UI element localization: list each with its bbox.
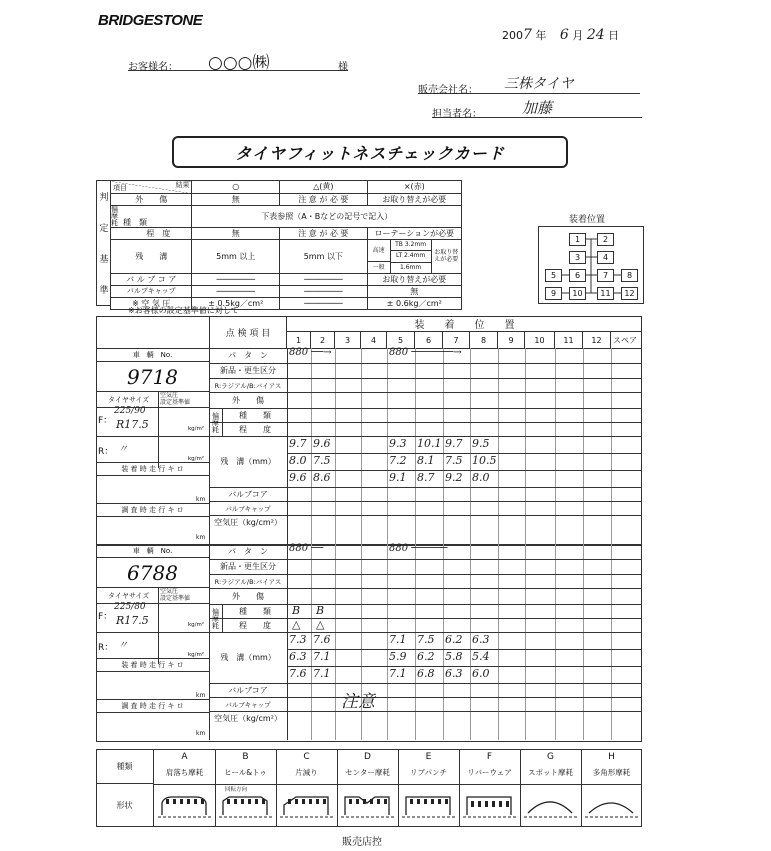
check-item-label: 程 度 <box>239 424 271 434</box>
groove-depth-entry: 7.1 <box>313 667 331 680</box>
groove-depth-entry: 7.6 <box>289 667 307 680</box>
groove-depth-entry: 6.0 <box>472 667 490 680</box>
customer-value: ○○○㈱ <box>208 53 270 73</box>
position-column-header: 9 <box>498 332 525 348</box>
criteria-head-ok: ○ <box>192 181 280 194</box>
criteria-item: バルブキャップ <box>111 286 192 298</box>
position-column-header: 7 <box>443 332 470 348</box>
wear-degree-entry: △ <box>316 618 325 631</box>
wear-type-entry: B <box>316 604 325 617</box>
wear-code: E <box>425 752 432 762</box>
groove-depth-entry: 6.3 <box>472 633 490 646</box>
position-column-header: 4 <box>361 332 387 348</box>
tire-b-shape-icon <box>215 791 276 821</box>
tire-a-shape-icon <box>154 791 215 821</box>
tire-f-shape-icon <box>459 791 520 821</box>
km-unit: km <box>196 730 206 737</box>
row-line <box>287 470 642 471</box>
vehicle-number: 9718 <box>96 362 209 392</box>
date-month: 6 <box>559 27 569 43</box>
criteria-side-char: 判 <box>99 193 109 203</box>
wear-name: リブパンチ <box>410 768 447 777</box>
pressure-unit: kg/m² <box>188 426 205 432</box>
date <box>502 27 619 43</box>
groove-depth-entry: 8.0 <box>289 454 307 467</box>
tire-h-shape-icon <box>581 791 642 821</box>
check-item-label: バルブキャップ <box>225 700 271 709</box>
groove-depth-entry: 7.5 <box>313 454 331 467</box>
criteria-ok: ──────── <box>192 286 280 298</box>
groove-depth-entry: 8.1 <box>417 454 435 467</box>
groove-lt: LT 2.4mm <box>391 251 431 262</box>
criteria-item <box>111 206 192 228</box>
pressure-unit: kg/m² <box>188 456 205 462</box>
sales-company-field <box>418 77 640 94</box>
groove-depth-entry: 7.6 <box>313 633 331 646</box>
sales-company-value: 三株タイヤ <box>504 76 574 92</box>
criteria-caution: 5mm 以下 <box>280 240 368 274</box>
pressure-unit: kg/m² <box>188 652 205 658</box>
rear-label: R： <box>98 447 114 457</box>
criteria-caution: 注 意 が 必 要 <box>280 194 368 206</box>
groove-depth-entry: 9.6 <box>313 437 331 450</box>
vehicle-number-label: 車 輌 No. <box>96 544 209 558</box>
groove-depth-entry: 9.7 <box>445 437 463 450</box>
criteria-ng-groove <box>367 240 461 274</box>
tire-position-box: 6 <box>569 269 586 282</box>
criteria-wear-group: 偏摩耗 <box>111 205 118 227</box>
groove-depth-entry: 8.0 <box>472 471 490 484</box>
groove-label: 残 溝（mm） <box>220 457 276 466</box>
check-item-label: パ タ ン <box>228 351 268 360</box>
date-day: 24 <box>586 27 605 43</box>
groove-tb: TB 3.2mm <box>391 240 431 251</box>
criteria-caution: ──────── <box>280 286 368 298</box>
groove-depth-entry: 6.2 <box>445 633 463 646</box>
row-line <box>287 649 642 650</box>
criteria-footnote: ※お客様の設定基準値に対して <box>128 306 239 315</box>
position-column-header: 12 <box>583 332 611 348</box>
check-item-label: 外 傷 <box>232 591 264 601</box>
criteria-caution: 注 意 が 必 要 <box>280 228 368 240</box>
check-item-label: バルブキャップ <box>225 504 271 513</box>
groove-depth-entry: 5.4 <box>472 650 490 663</box>
position-column-header: 1 <box>287 332 311 348</box>
criteria-ng: ± 0.6kg／cm² <box>367 298 461 310</box>
customer-field <box>128 52 348 71</box>
check-item-label: 空気圧（kg/cm²） <box>214 517 282 527</box>
person-label: 担当者名： <box>432 109 482 120</box>
wear-code: C <box>303 752 310 762</box>
tire-size-label: タイヤサイズ <box>96 392 209 408</box>
tire-position-box: 11 <box>597 287 614 300</box>
sales-company-label: 販売会社名： <box>418 85 478 96</box>
wear-type-label: 種類 <box>96 749 154 784</box>
rear-label: R： <box>98 643 114 653</box>
check-item-label: 種 類 <box>239 606 271 616</box>
left-col-line <box>158 392 159 468</box>
check-item-label: バルブコア <box>228 489 268 499</box>
groove-label: 残 溝（mm） <box>220 653 276 662</box>
position-column-header: 2 <box>311 332 335 348</box>
groove-depth-entry: 6.3 <box>289 650 307 663</box>
groove-depth-entry: 8.7 <box>417 471 435 484</box>
groove-depth-entry: 7.1 <box>389 633 407 646</box>
tire-position-box: 1 <box>569 233 586 246</box>
wear-group-label: 偏摩耗 <box>209 408 223 436</box>
inspection-table <box>96 316 642 742</box>
rotation-direction-label: 回転方向 <box>225 787 248 793</box>
criteria-side-label <box>96 180 111 306</box>
position-column-header: スペア <box>613 335 637 345</box>
wear-code: D <box>364 752 371 762</box>
row-line <box>287 666 642 667</box>
criteria-head-result-label: 結果 <box>175 181 190 189</box>
check-item-label: R:ラジアル/B:バイアス <box>214 577 282 586</box>
groove-depth-entry: 7.2 <box>389 454 407 467</box>
date-year-label: 年 <box>535 29 547 42</box>
position-column-header: 10 <box>525 332 555 348</box>
groove-depth-entry: 7.5 <box>417 633 435 646</box>
criteria-item: 程 度 <box>111 228 192 240</box>
criteria-head-item-label: 項目 <box>113 184 127 192</box>
groove-depth-entry: 5.9 <box>389 650 407 663</box>
front-value: R17.5 <box>116 614 149 627</box>
tire-position-box: 4 <box>597 251 614 264</box>
check-item-label: バルブコア <box>228 685 268 695</box>
criteria-item: 外 傷 <box>111 194 192 206</box>
check-items-header: 点 検 項 目 <box>209 316 287 348</box>
wear-types-table <box>96 749 642 827</box>
pressure-label: 空気圧 設定基準値 <box>160 392 191 406</box>
groove-depth-entry: 6.8 <box>417 667 435 680</box>
criteria-ok: 5mm 以上 <box>192 240 280 274</box>
tire-position-box: 7 <box>597 269 614 282</box>
wear-name: 多角形摩耗 <box>592 768 631 777</box>
install-km-label: 装 着 時 走 行 キ ロ <box>96 462 209 476</box>
position-header: 装 着 位 置 <box>287 316 642 332</box>
criteria-ng: 無 <box>367 286 461 298</box>
criteria-item: バ ル ブ コ ア <box>111 274 192 286</box>
position-column-header: 11 <box>555 332 583 348</box>
tire-size-label: タイヤサイズ <box>96 588 209 604</box>
position-diagram-title: 装着位置 <box>569 215 606 225</box>
groove-depth-entry: 7.1 <box>389 667 407 680</box>
date-year: 7 <box>523 27 532 43</box>
person-value: 加藤 <box>522 99 553 117</box>
wear-code: F <box>486 752 493 762</box>
pattern-entry: 880 ──→ <box>289 347 332 358</box>
pressure-unit: kg/m² <box>188 622 205 628</box>
criteria-ng: ローテーションが必要 <box>367 228 461 240</box>
criteria-head-caution: △(黄) <box>280 181 368 194</box>
wear-name: 肩落ち摩耗 <box>165 768 204 777</box>
km-unit: km <box>196 496 206 503</box>
wear-code: H <box>608 752 615 762</box>
groove-depth-entry: 9.7 <box>289 437 307 450</box>
survey-km-label: 調 査 時 走 行 キ ロ <box>96 503 209 517</box>
km-unit: km <box>196 692 206 699</box>
groove-depth-entry: 9.5 <box>472 437 490 450</box>
criteria-table <box>110 180 462 310</box>
criteria-item-label: 種 類 <box>123 218 147 227</box>
survey-km-label: 調 査 時 走 行 キ ロ <box>96 699 209 713</box>
wear-name: リバーウェア <box>467 768 512 777</box>
wear-name: ヒール&トゥ <box>224 768 267 777</box>
pressure-label: 空気圧 設定基準値 <box>160 588 191 602</box>
check-item-label: パ タ ン <box>228 547 268 556</box>
person-field <box>432 101 642 118</box>
card-title: タイヤフィットネスチェックカード <box>172 136 568 168</box>
criteria-item: ※ 空 気 圧 <box>111 298 192 310</box>
date-prefix: 200 <box>502 29 523 42</box>
criteria-head-ng: ×(赤) <box>367 181 461 194</box>
criteria-ok: 無 <box>192 228 280 240</box>
check-item-label: 種 類 <box>239 410 271 420</box>
tire-position-box: 8 <box>621 269 638 282</box>
wear-name: 片減り <box>295 768 318 777</box>
groove-highspeed-label: 高速 <box>368 240 390 262</box>
groove-depth-entry: 9.2 <box>445 471 463 484</box>
groove-depth-entry: 9.6 <box>289 471 307 484</box>
check-item-label: 新品・更生区分 <box>220 562 276 571</box>
criteria-ng: お取り替えが必要 <box>367 194 461 206</box>
criteria-head-item <box>111 181 192 194</box>
groove-depth-entry: 7.5 <box>445 454 463 467</box>
wear-shape-label: 形状 <box>96 784 154 827</box>
date-day-label: 日 <box>608 29 620 42</box>
front-value: R17.5 <box>116 418 149 431</box>
pattern-entry: 880 ── <box>289 543 324 554</box>
criteria-merged: 下表参照（A・Bなどの記号で記入） <box>192 206 462 228</box>
brand-logo: BRIDGESTONE <box>98 12 203 29</box>
front-label: F： <box>98 612 113 622</box>
pattern-entry: 880 ────── <box>389 543 448 554</box>
groove-general-label: 一般 <box>372 263 385 271</box>
criteria-caution: ──────── <box>280 274 368 286</box>
pattern-entry: 880 ───────→ <box>389 347 462 358</box>
groove-depth-entry: 7.3 <box>289 633 307 646</box>
row-line <box>287 453 642 454</box>
rear-value: 〃 <box>118 640 128 651</box>
tire-position-box: 9 <box>545 287 562 300</box>
criteria-side-char: 準 <box>99 286 109 296</box>
install-km-label: 装 着 時 走 行 キ ロ <box>96 658 209 672</box>
groove-depth-entry: 5.8 <box>445 650 463 663</box>
criteria-item: 残 溝 <box>111 240 192 274</box>
criteria-ok: ──────── <box>192 274 280 286</box>
tire-position-box: 12 <box>621 287 638 300</box>
wear-name: スポット摩耗 <box>528 768 573 777</box>
position-column-header: 6 <box>415 332 443 348</box>
groove-depth-entry: 8.6 <box>313 471 331 484</box>
left-col-line <box>158 588 159 664</box>
groove-depth-entry: 10.1 <box>417 437 442 450</box>
tire-c-shape-icon <box>276 791 337 821</box>
groove-depth-entry: 9.1 <box>389 471 407 484</box>
criteria-ng: お取り替えが必要 <box>367 274 461 286</box>
km-unit: km <box>196 534 206 541</box>
criteria-ok: 無 <box>192 194 280 206</box>
inspection-note: 注意 <box>341 692 375 712</box>
tire-position-box: 3 <box>569 251 586 264</box>
left-row-line <box>96 632 209 633</box>
customer-suffix: 様 <box>338 62 348 73</box>
vehicle-number-label: 車 輌 No. <box>96 348 209 362</box>
front-size: 225/90 <box>114 406 146 416</box>
wear-type-entry: B <box>292 604 301 617</box>
groove-depth-entry: 6.2 <box>417 650 435 663</box>
wear-code: B <box>242 752 249 762</box>
position-column-header: 5 <box>387 332 415 348</box>
groove-general: 1.6mm <box>399 263 422 271</box>
left-row-line <box>96 436 209 437</box>
check-item-label: 外 傷 <box>232 395 264 405</box>
tire-d-shape-icon <box>337 791 398 821</box>
check-item-label: 新品・更生区分 <box>220 366 276 375</box>
date-month-label: 月 <box>572 29 584 42</box>
tire-position-box: 5 <box>545 269 562 282</box>
wear-name: センター摩耗 <box>345 768 390 777</box>
criteria-ok: ± 0.5kg／cm² <box>192 298 280 310</box>
criteria-side-char: 基 <box>99 255 109 265</box>
customer-label: お客様名： <box>128 62 178 73</box>
tire-e-shape-icon <box>398 791 459 821</box>
tire-g-shape-icon <box>520 791 581 821</box>
wear-degree-entry: △ <box>292 618 301 631</box>
position-column-header: 8 <box>470 332 498 348</box>
groove-replace: お取り替えが必要 <box>434 248 459 263</box>
position-column-header: 3 <box>335 332 361 348</box>
vehicle-number: 6788 <box>96 558 209 588</box>
groove-depth-entry: 10.5 <box>472 454 497 467</box>
tire-position-box: 2 <box>597 233 614 246</box>
wear-group-label: 偏摩耗 <box>209 604 223 632</box>
tire-position-box: 10 <box>569 287 586 300</box>
footer-label: 販売店控 <box>342 837 382 848</box>
groove-depth-entry: 6.3 <box>445 667 463 680</box>
check-item-label: 空気圧（kg/cm²） <box>214 713 282 723</box>
criteria-caution: ──────── <box>280 298 368 310</box>
check-item-label: 程 度 <box>239 620 271 630</box>
wear-code: A <box>181 752 188 762</box>
groove-depth-entry: 7.1 <box>313 650 331 663</box>
wear-code: G <box>547 752 554 762</box>
front-size: 225/80 <box>114 602 146 612</box>
criteria-side-char: 定 <box>99 224 109 234</box>
check-item-label: R:ラジアル/B:バイアス <box>214 381 282 390</box>
rear-value: 〃 <box>118 444 128 455</box>
front-label: F： <box>98 416 113 426</box>
position-diagram <box>538 226 644 304</box>
groove-depth-entry: 9.3 <box>389 437 407 450</box>
